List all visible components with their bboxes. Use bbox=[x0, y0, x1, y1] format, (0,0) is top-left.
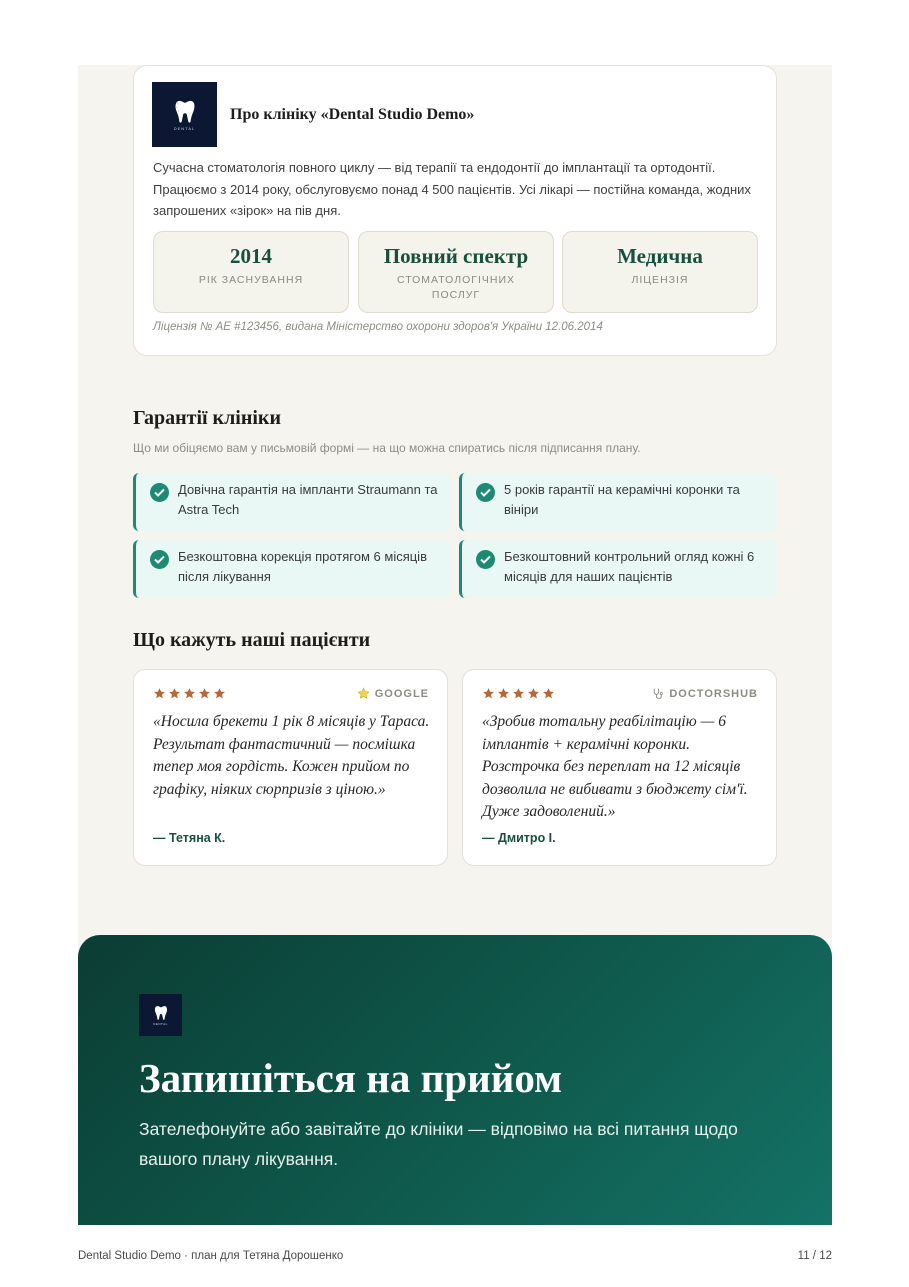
source-label: DOCTORSHUB bbox=[669, 687, 758, 700]
review-source bbox=[357, 687, 429, 700]
tooth-icon bbox=[174, 98, 196, 124]
logo-text: DENTAL bbox=[153, 1022, 168, 1026]
check-icon bbox=[476, 550, 495, 569]
review-author: — Дмитро І. bbox=[482, 831, 556, 845]
about-clinic-card bbox=[133, 65, 777, 356]
rating-star-icon bbox=[183, 687, 196, 700]
guarantee-text: 5 років гарантії на керамічні коронки та вініри bbox=[504, 482, 740, 517]
footer-document-info: Dental Studio Demo · план для Тетяна Дорошенко bbox=[78, 1250, 344, 1262]
cta-logo bbox=[139, 994, 182, 1036]
stat-label: ЛІЦЕНЗІЯ bbox=[631, 274, 689, 286]
about-description: Сучасна стоматологія повного циклу — від терапії та ендодонтії до імплантації та ортодонтії. Працюємо з 2014 року, обслуговуємо понад 4 500 пацієнтів. Усі лікарі — постійна команда, жодних запрошених «зірок» на пів дня. bbox=[153, 160, 751, 218]
guarantee-item bbox=[133, 473, 451, 531]
cta-text: Зателефонуйте або завітайте до клініки — відповімо на всі питання щодо вашого плану лікування. bbox=[139, 1119, 738, 1169]
rating-stars bbox=[482, 687, 555, 700]
stethoscope-icon bbox=[651, 687, 664, 700]
guarantee-text: Безкоштовна корекція протягом 6 місяців після лікування bbox=[178, 549, 427, 584]
stat-value: 2014 bbox=[230, 244, 272, 268]
check-icon bbox=[476, 483, 495, 502]
review-card bbox=[462, 669, 777, 866]
guarantees-subtitle: Що ми обіцяємо вам у письмовій формі — на що можна спиратись після підписання плану. bbox=[133, 441, 641, 455]
rating-star-icon bbox=[482, 687, 495, 700]
guarantee-text: Довічна гарантія на імпланти Straumann та Astra Tech bbox=[178, 482, 438, 517]
check-icon bbox=[150, 550, 169, 569]
rating-star-icon bbox=[213, 687, 226, 700]
review-author: — Тетяна К. bbox=[153, 831, 226, 845]
license-note: Ліцензія № АЕ #123456, видана Міністерство охорони здоров'я України 12.06.2014 bbox=[153, 321, 603, 333]
cta-title: Запишіться на прийом bbox=[139, 1055, 562, 1101]
stat-license bbox=[562, 231, 758, 313]
guarantee-item bbox=[459, 540, 777, 598]
stat-label: СТОМАТОЛОГІЧНИХ ПОСЛУГ bbox=[396, 274, 516, 301]
about-title: Про клініку «Dental Studio Demo» bbox=[230, 106, 475, 123]
cta-section bbox=[78, 935, 832, 1225]
guarantees-title: Гарантії клініки bbox=[133, 407, 281, 429]
rating-star-icon bbox=[512, 687, 525, 700]
source-label: GOOGLE bbox=[374, 687, 429, 700]
check-icon bbox=[150, 483, 169, 502]
stat-value: Повний спектр bbox=[383, 244, 529, 268]
rating-star-icon bbox=[497, 687, 510, 700]
stat-label: РІК ЗАСНУВАННЯ bbox=[198, 274, 304, 286]
guarantee-text: Безкоштовний контрольний огляд кожні 6 місяців для наших пацієнтів bbox=[504, 549, 755, 584]
rating-star-icon bbox=[198, 687, 211, 700]
rating-star-icon bbox=[542, 687, 555, 700]
rating-star-icon bbox=[527, 687, 540, 700]
rating-star-icon bbox=[168, 687, 181, 700]
tooth-icon bbox=[154, 1004, 168, 1021]
stat-services bbox=[358, 231, 554, 313]
review-quote: «Зробив тотальну реабілітацію — 6 імплантів + керамічні коронки. Розстрочка без переплат на 12 місяців дозволила не вибивати з бюджету сім'ї. Дуже задоволений.» bbox=[482, 713, 748, 820]
rating-stars bbox=[153, 687, 226, 700]
review-source bbox=[651, 687, 758, 700]
stat-founded bbox=[153, 231, 349, 313]
star-icon bbox=[357, 687, 370, 700]
rating-star-icon bbox=[153, 687, 166, 700]
footer-page-number: 11 / 12 bbox=[797, 1250, 832, 1262]
review-quote: «Носила брекети 1 рік 8 місяців у Тараса. Результат фантастичний — посмішка тепер моя гордість. Кожен прийом по графіку, ніяких сюрпризів з ціною.» bbox=[153, 713, 430, 798]
clinic-logo bbox=[152, 82, 217, 147]
guarantee-item bbox=[459, 473, 777, 531]
reviews-title: Що кажуть наші пацієнти bbox=[133, 629, 371, 651]
guarantee-item bbox=[133, 540, 451, 598]
stat-value: Медична bbox=[617, 244, 703, 268]
logo-text: DENTAL bbox=[173, 126, 196, 131]
review-card bbox=[133, 669, 448, 866]
